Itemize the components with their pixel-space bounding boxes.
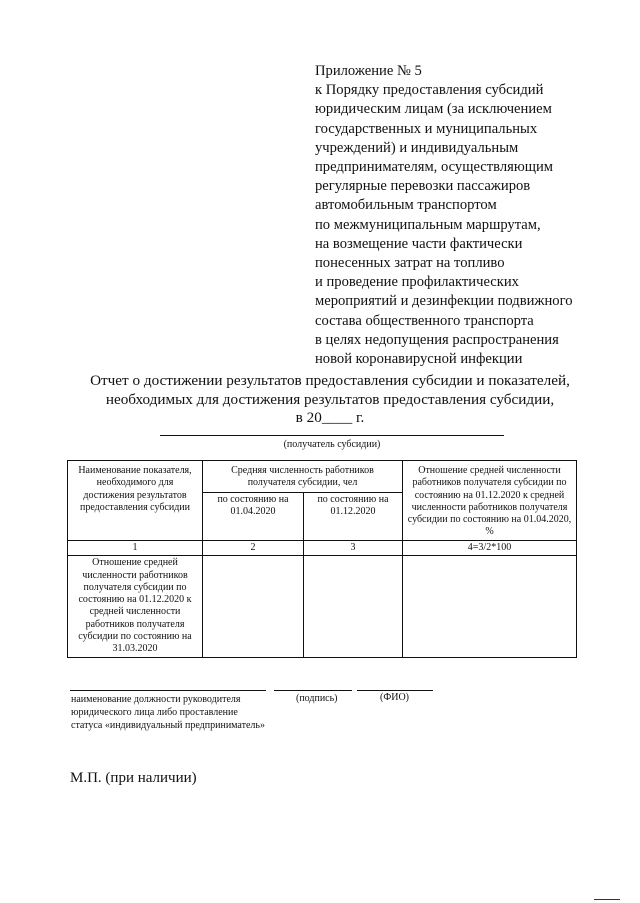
recipient-fill-line[interactable] (160, 435, 504, 436)
signature-caption: (подпись) (296, 693, 338, 704)
stamp-note: М.П. (при наличии) (70, 770, 197, 786)
column-number: 1 (68, 541, 203, 556)
header-as-of-0401: по состоянию на 01.04.2020 (203, 492, 304, 540)
appendix-line: понесенных затрат на топливо (315, 255, 505, 272)
position-fill-line[interactable] (70, 690, 266, 691)
scan-edge-mark (594, 899, 620, 900)
appendix-line: автомобильным транспортом (315, 197, 497, 214)
report-title-line1: Отчет о достижении результатов предоставления субсидии и показателей, (90, 372, 570, 389)
column-number: 2 (203, 541, 304, 556)
report-title-year: в 20____ г. (295, 409, 365, 426)
appendix-header (315, 62, 615, 369)
name-fill-line[interactable] (357, 690, 433, 691)
appendix-line: мероприятий и дезинфекции подвижного (315, 293, 573, 310)
appendix-line: Приложение № 5 (315, 63, 422, 79)
cell-value-1201[interactable] (304, 556, 403, 658)
appendix-line: состава общественного транспорта (315, 312, 534, 329)
header-ratio: Отношение средней численности работников получателя субсидии по состоянию на 01.12.2020 к средней численности работников получателя субсидии по состоянию на 01.04.2020, % (403, 461, 577, 541)
position-caption: наименование должности руководителя юридического лица либо проставление статуса «индивидуальный предприниматель» (71, 694, 265, 731)
signature-fill-line[interactable] (274, 690, 352, 691)
appendix-line: к Порядку предоставления субсидий (315, 82, 544, 99)
appendix-line: в целях недопущения распространения (315, 331, 559, 348)
appendix-line: государственных и муниципальных (315, 120, 538, 137)
cell-value-ratio[interactable] (403, 556, 577, 658)
name-caption: (ФИО) (380, 692, 410, 703)
report-title (60, 372, 600, 428)
appendix-line: юридическим лицам (за исключением (315, 101, 552, 118)
report-table (67, 460, 577, 658)
cell-value-0401[interactable] (203, 556, 304, 658)
appendix-line: предпринимателям, осуществляющим (315, 159, 554, 176)
header-indicator-name: Наименование показателя, необходимого для достижения результатов предоставления субсидии (68, 461, 203, 541)
appendix-line: новой коронавирусной инфекции (315, 351, 523, 368)
recipient-caption: (получатель субсидии) (283, 439, 381, 450)
appendix-line: на возмещение части фактически (315, 235, 523, 252)
row-indicator: Отношение средней численности работников получателя субсидии по состоянию на 01.12.2020 к средней численности работников получателя субсидии по состоянию на 31.03.2020 (68, 556, 203, 658)
appendix-line: по межмуниципальным маршрутам, (315, 216, 541, 233)
column-number: 4=3/2*100 (403, 541, 577, 556)
appendix-line: и проведение профилактических (315, 274, 519, 291)
header-avg-headcount: Средняя численность работников получателя субсидии, чел (203, 461, 403, 493)
report-title-line2: необходимых для достижения результатов предоставления субсидии, (105, 390, 555, 408)
column-number: 3 (304, 541, 403, 556)
appendix-line: регулярные перевозки пассажиров (315, 178, 531, 195)
appendix-line: учреждений) и индивидуальным (315, 139, 519, 156)
header-as-of-1201: по состоянию на 01.12.2020 (304, 492, 403, 540)
